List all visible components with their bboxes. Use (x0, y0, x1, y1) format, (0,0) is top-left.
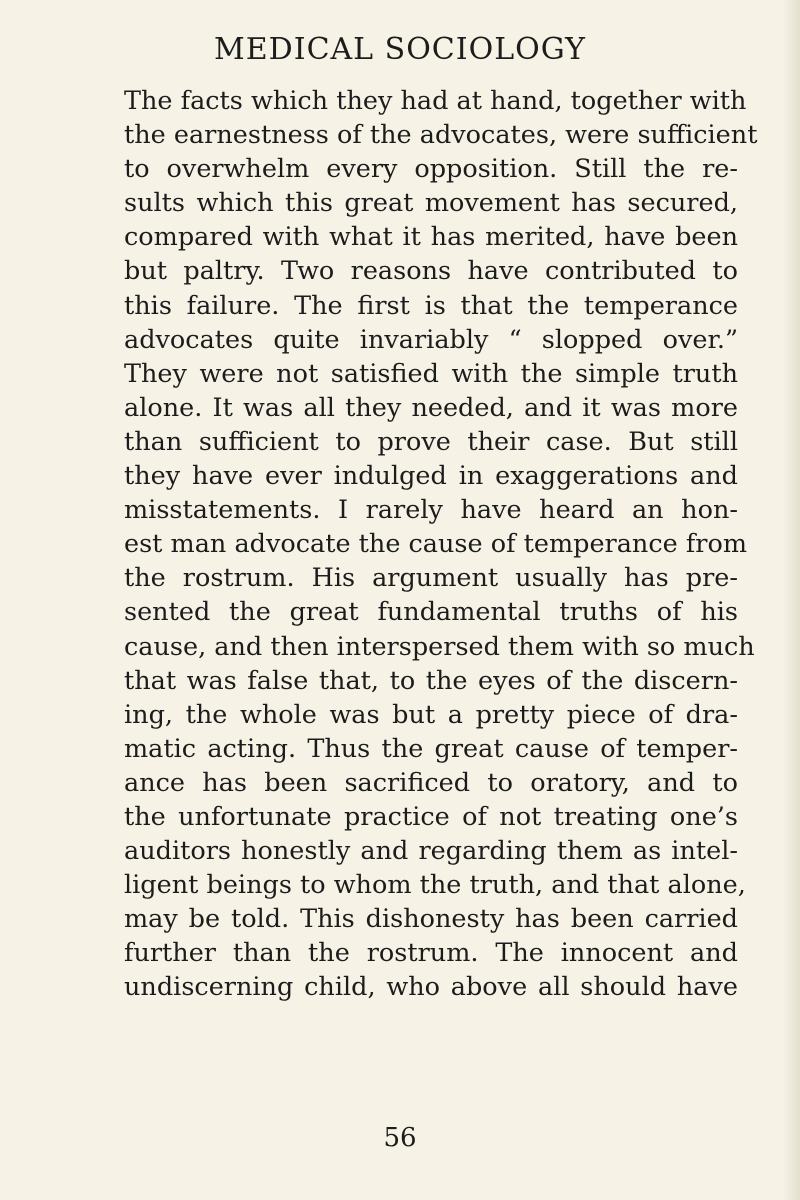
text-line: further than the rostrum. The innocent and (124, 938, 738, 969)
text-line: ligent beings to whom the truth, and that alone, (124, 870, 746, 901)
text-line: cause, and then interspersed them with so much (124, 631, 755, 662)
text-line: to overwhelm every opposition. Still the re- (124, 154, 738, 185)
text-line: that was false that, to the eyes of the discern- (124, 665, 738, 696)
page-number: 56 (383, 1123, 417, 1153)
body-text (124, 84, 758, 1005)
text-line: The facts which they had at hand, together with (124, 86, 747, 116)
text-line: than sufficient to prove their case. But still (124, 426, 738, 457)
running-head: MEDICAL SOCIOLOGY (214, 32, 586, 67)
text-line: undiscerning child, who above all should have (124, 972, 738, 1003)
text-line: ance has been sacrificed to oratory, and to (124, 767, 738, 798)
page-edge-shadow (782, 0, 800, 1200)
text-line: they have ever indulged in exaggerations and (124, 461, 738, 492)
text-line: ing, the whole was but a pretty piece of dra- (124, 699, 738, 730)
text-line: sented the great fundamental truths of his (124, 597, 738, 628)
text-line: advocates quite invariably “ slopped over.” (124, 324, 738, 355)
text-line: They were not satisfied with the simple truth (124, 358, 738, 389)
text-line: but paltry. Two reasons have contributed to (124, 256, 738, 287)
text-line: this failure. The first is that the temperance (124, 290, 738, 321)
text-line: sults which this great movement has secured, (124, 188, 738, 219)
text-line: matic acting. Thus the great cause of temper- (124, 733, 738, 764)
text-line: alone. It was all they needed, and it was more (124, 392, 738, 423)
text-line: est man advocate the cause of temperance from (124, 529, 747, 560)
text-line: the unfortunate practice of not treating one’s (124, 801, 738, 832)
text-line: may be told. This dishonesty has been carried (124, 904, 738, 935)
text-line: compared with what it has merited, have been (124, 222, 738, 253)
text-line: misstatements. I rarely have heard an hon- (124, 495, 738, 526)
text-line: the rostrum. His argument usually has pre- (124, 563, 738, 594)
text-line: the earnestness of the advocates, were sufficient (124, 120, 758, 151)
text-line: auditors honestly and regarding them as intel- (124, 836, 738, 867)
